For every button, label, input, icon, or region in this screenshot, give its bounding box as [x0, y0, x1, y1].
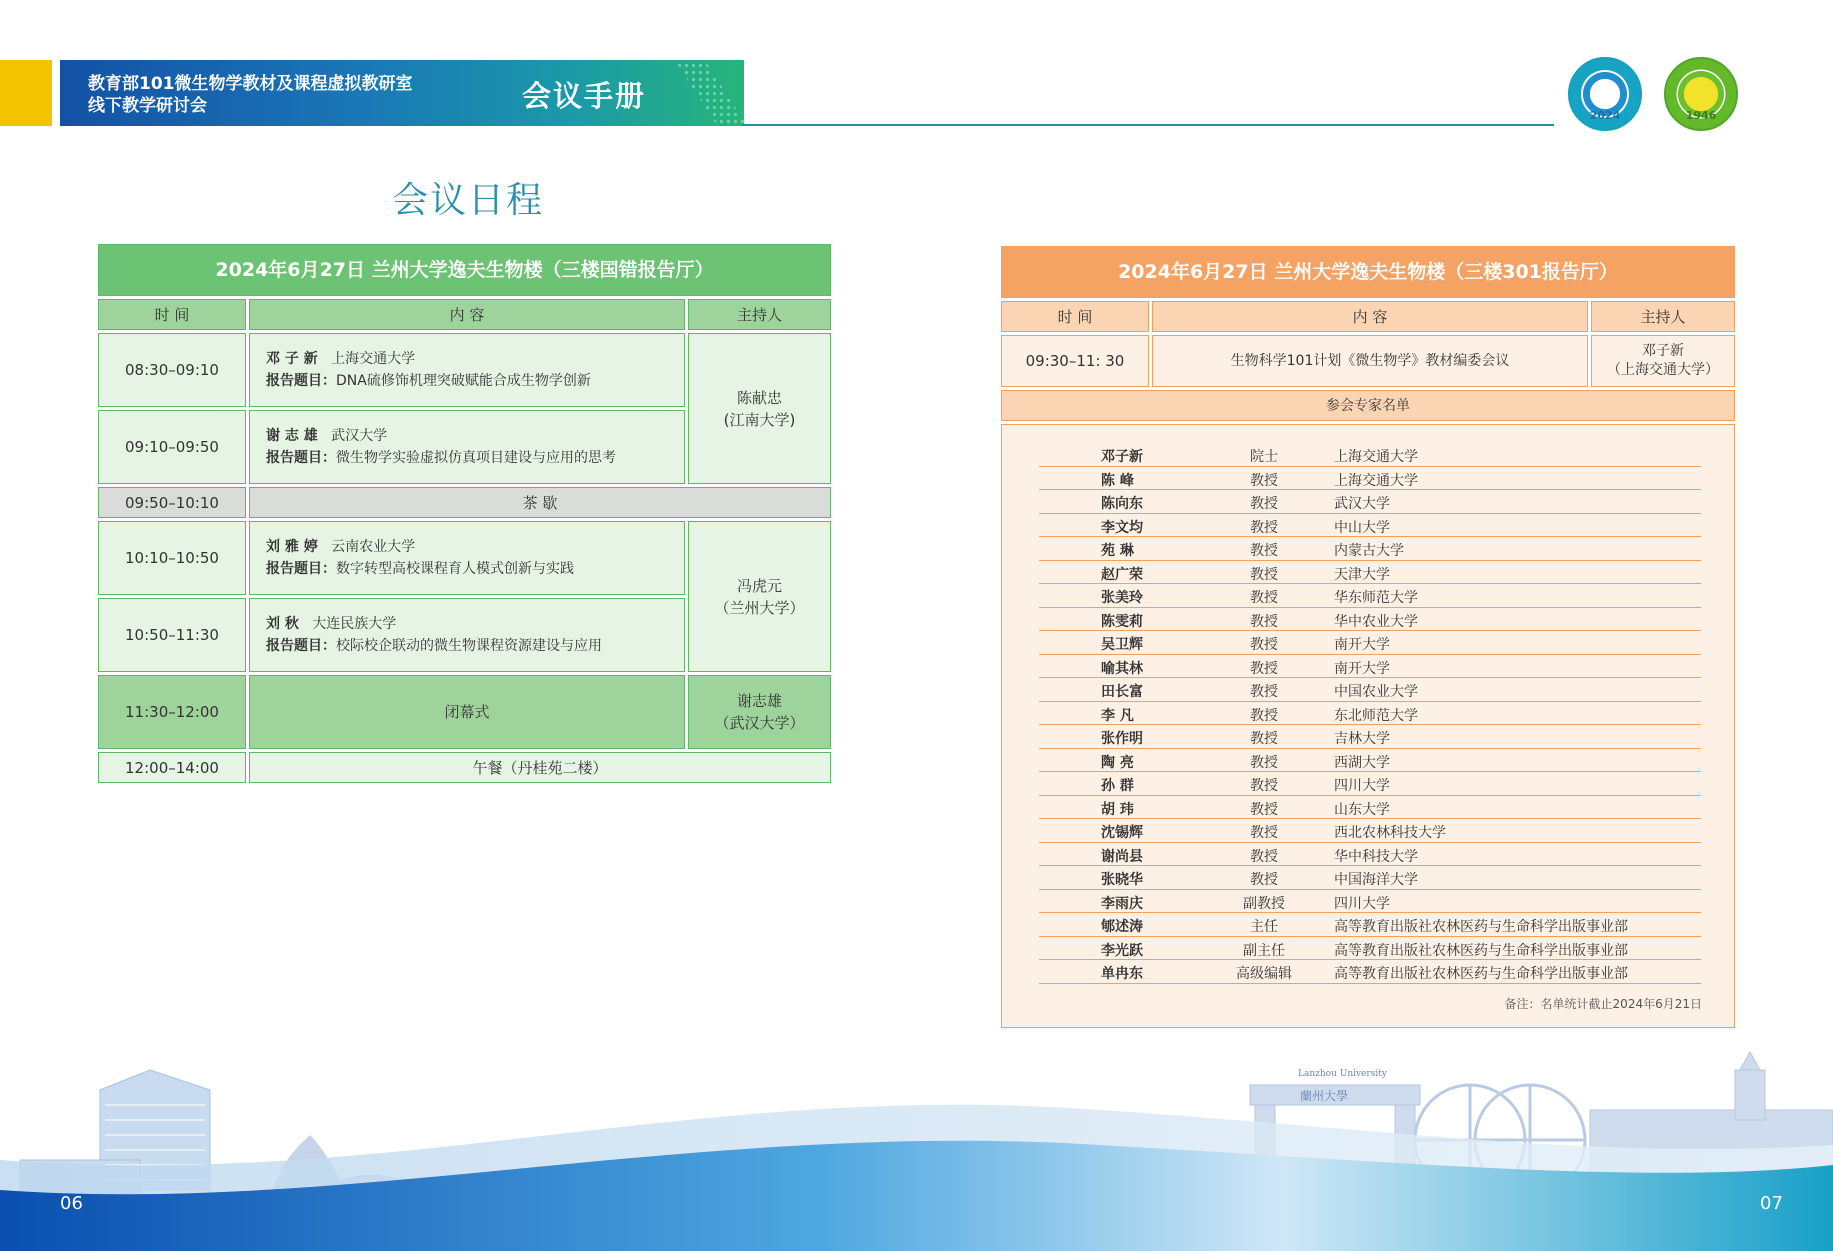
expert-unit: 吉林大学: [1334, 731, 1390, 747]
yellow-accent-tab: [0, 60, 52, 126]
topic-label: 报告题目：: [266, 638, 336, 654]
expert-role: 副教授: [1243, 895, 1285, 912]
expert-unit: 高等教育出版社农林医药与生命科学出版事业部: [1334, 966, 1628, 982]
expert-unit: 中国海洋大学: [1334, 872, 1418, 888]
expert-name: 陈 峰: [1101, 472, 1134, 489]
col-host: 主持人: [688, 299, 831, 330]
expert-name: 沈锡辉: [1101, 825, 1143, 841]
expert-role: 教授: [1250, 590, 1278, 606]
expert-name: 吴卫辉: [1101, 637, 1143, 653]
expert-row: [1039, 843, 1701, 867]
expert-name: 张晓华: [1101, 872, 1143, 888]
sign-subtext: Lanzhou University: [1298, 1069, 1387, 1079]
expert-unit: 高等教育出版社农林医药与生命科学出版事业部: [1334, 919, 1628, 935]
expert-row: [1039, 678, 1701, 702]
expert-unit: 内蒙古大学: [1334, 543, 1404, 559]
speaker-unit: 上海交通大学: [331, 351, 416, 367]
host-name: 冯虎元: [736, 576, 782, 595]
row-1-time: 08:30–09:10: [98, 333, 246, 407]
host-name: 陈献忠: [736, 388, 782, 407]
expert-name: 单冉东: [1101, 966, 1143, 982]
speaker-unit: 大连民族大学: [312, 616, 397, 632]
expert-unit: 上海交通大学: [1334, 472, 1418, 489]
expert-unit: 上海交通大学: [1334, 449, 1418, 465]
expert-role: 教授: [1250, 543, 1278, 559]
topic-text: DNA硫修饰机理突破赋能合成生物学创新: [336, 373, 591, 389]
expert-name: 张美玲: [1101, 590, 1143, 606]
expert-name: 田长富: [1101, 684, 1143, 700]
expert-role: 教授: [1250, 754, 1278, 771]
logo-a-year: 2024: [1589, 109, 1621, 122]
expert-row: [1039, 702, 1701, 726]
meeting-content: 生物科学101计划《微生物学》教材编委会议: [1152, 335, 1588, 387]
expert-row: [1039, 749, 1701, 773]
expert-role: 教授: [1250, 660, 1278, 677]
row-4-content: [249, 521, 685, 595]
expert-role: 教授: [1250, 731, 1278, 747]
expert-name: 李 凡: [1101, 707, 1134, 724]
expert-name: 李文均: [1101, 519, 1143, 536]
speaker-name: 刘 雅 婷: [266, 539, 318, 555]
expert-unit: 东北师范大学: [1334, 707, 1418, 724]
expert-name: 陶 亮: [1101, 754, 1134, 771]
speaker-unit: 武汉大学: [331, 428, 388, 444]
expert-unit: 华中科技大学: [1334, 848, 1418, 865]
page-number-right: 07: [1760, 1193, 1783, 1214]
topic-text: 微生物学实验虚拟仿真项目建设与应用的思考: [336, 450, 616, 466]
speaker-name: 谢 志 雄: [266, 428, 318, 444]
meeting-header: 2024年6月27日 兰州大学逸夫生物楼（三楼301报告厅）: [1001, 246, 1735, 298]
expert-name: 陈向东: [1101, 496, 1143, 512]
host-name: 谢志雄: [736, 692, 782, 710]
header-divider: [742, 124, 1554, 126]
expert-row: [1039, 467, 1701, 491]
expert-name: 张作明: [1101, 731, 1143, 747]
topic-label: 报告题目：: [266, 450, 336, 466]
expert-row: [1039, 819, 1701, 843]
expert-name: 喻其林: [1101, 660, 1143, 677]
life-sciences-college-logo-icon: [1664, 57, 1738, 131]
org-line-1: 教育部101微生物学教材及课程虚拟教研室: [88, 74, 413, 94]
topic-label: 报告题目：: [266, 561, 336, 577]
speaker-name: 刘 秋: [266, 616, 299, 632]
expert-unit: 中山大学: [1334, 519, 1390, 536]
expert-role: 教授: [1250, 778, 1278, 794]
expert-row: [1039, 937, 1701, 961]
teaching-lab-logo-icon: [1568, 57, 1642, 131]
expert-role: 教授: [1250, 496, 1278, 512]
row-2-time: 09:10–09:50: [98, 410, 246, 484]
expert-name: 苑 琳: [1101, 543, 1134, 559]
expert-name: 胡 玮: [1101, 801, 1134, 818]
expert-name: 赵广荣: [1101, 566, 1143, 583]
org-line-2: 线下教学研讨会: [88, 96, 207, 116]
row-5-content: [249, 598, 685, 672]
expert-unit: 天津大学: [1334, 566, 1390, 583]
expert-list-title: 参会专家名单: [1001, 390, 1735, 421]
expert-name: 李光跃: [1101, 942, 1143, 959]
expert-role: 教授: [1250, 637, 1278, 653]
expert-unit: 武汉大学: [1334, 496, 1390, 512]
expert-name: 李雨庆: [1101, 895, 1143, 912]
topic-label: 报告题目：: [266, 373, 336, 389]
org-name: [88, 73, 413, 117]
host-2: [688, 521, 831, 672]
row-3-time: 09:50–10:10: [98, 487, 246, 518]
logo-b-year: 1946: [1685, 109, 1717, 122]
topic-text: 数字转型高校课程育人模式创新与实践: [336, 561, 574, 577]
col-host: 主持人: [1591, 301, 1735, 332]
campus-footer-illustration: [0, 1050, 1833, 1251]
expert-unit: 华东师范大学: [1334, 590, 1418, 606]
expert-unit: 高等教育出版社农林医药与生命科学出版事业部: [1334, 942, 1628, 959]
expert-name: 谢尚县: [1101, 848, 1143, 865]
expert-list: [1001, 424, 1735, 1028]
expert-role: 教授: [1250, 613, 1278, 630]
row-6-time: 11:30–12:00: [98, 675, 246, 749]
expert-unit: 西湖大学: [1334, 754, 1390, 771]
meeting-time: 09:30–11: 30: [1001, 335, 1149, 387]
sign-text: 蘭州大學: [1300, 1089, 1349, 1103]
host-unit: （武汉大学）: [714, 714, 805, 732]
handbook-title: 会议手册: [522, 79, 647, 113]
expert-role: 副主任: [1243, 942, 1285, 959]
expert-row: [1039, 796, 1701, 820]
expert-role: 教授: [1250, 825, 1278, 841]
lunch: 午餐（丹桂苑二楼）: [249, 752, 831, 783]
page-number-left: 06: [60, 1193, 83, 1214]
row-7-time: 12:00–14:00: [98, 752, 246, 783]
expert-role: 教授: [1250, 519, 1278, 536]
expert-unit: 华中农业大学: [1334, 613, 1418, 630]
expert-role: 教授: [1250, 848, 1278, 865]
expert-name: 郇述涛: [1101, 919, 1143, 935]
expert-row: [1039, 608, 1701, 632]
meeting-host: [1591, 335, 1735, 387]
col-content: 内 容: [249, 299, 685, 330]
page-title: 会议日程: [392, 180, 545, 221]
expert-unit: 四川大学: [1334, 778, 1390, 794]
expert-row: [1039, 725, 1701, 749]
row-4-time: 10:10–10:50: [98, 521, 246, 595]
row-2-content: [249, 410, 685, 484]
expert-role: 高级编辑: [1236, 966, 1292, 982]
col-time: 时 间: [1001, 301, 1149, 332]
host-name: 邓子新: [1642, 343, 1684, 359]
expert-unit: 中国农业大学: [1334, 684, 1418, 700]
host-1: [688, 333, 831, 484]
list-note: 备注：名单统计截止2024年6月21日: [1504, 997, 1702, 1011]
expert-role: 教授: [1250, 872, 1278, 888]
expert-name: 孙 群: [1101, 778, 1134, 794]
expert-unit: 南开大学: [1334, 660, 1390, 677]
expert-row: [1039, 584, 1701, 608]
expert-name: 陈雯莉: [1101, 613, 1143, 630]
expert-name: 邓子新: [1101, 449, 1143, 465]
expert-role: 院士: [1250, 449, 1278, 465]
schedule-header: 2024年6月27日 兰州大学逸夫生物楼（三楼国错报告厅）: [98, 244, 831, 296]
expert-unit: 西北农林科技大学: [1334, 825, 1446, 841]
host-unit: （兰州大学）: [714, 598, 805, 617]
expert-row: [1039, 866, 1701, 890]
row-5-time: 10:50–11:30: [98, 598, 246, 672]
host-3: [688, 675, 831, 749]
expert-role: 教授: [1250, 472, 1278, 489]
expert-row: [1039, 490, 1701, 514]
expert-row: [1039, 514, 1701, 538]
row-1-content: [249, 333, 685, 407]
expert-role: 主任: [1250, 919, 1278, 935]
expert-row: [1039, 537, 1701, 561]
closing-ceremony: 闭幕式: [249, 675, 685, 749]
expert-row: [1039, 913, 1701, 937]
expert-unit: 四川大学: [1334, 895, 1390, 912]
host-unit: （上海交通大学）: [1607, 362, 1719, 378]
expert-row: [1039, 443, 1701, 467]
topic-text: 校际校企联动的微生物课程资源建设与应用: [336, 638, 602, 654]
expert-row: [1039, 890, 1701, 914]
expert-unit: 山东大学: [1334, 801, 1390, 818]
tea-break: 茶 歇: [249, 487, 831, 518]
col-content: 内 容: [1152, 301, 1588, 332]
expert-unit: 南开大学: [1334, 637, 1390, 653]
speaker-unit: 云南农业大学: [331, 539, 416, 555]
expert-row: [1039, 960, 1701, 984]
col-time: 时 间: [98, 299, 246, 330]
expert-row: [1039, 561, 1701, 585]
expert-role: 教授: [1250, 566, 1278, 583]
expert-row: [1039, 772, 1701, 796]
expert-role: 教授: [1250, 801, 1278, 818]
host-unit: (江南大学): [723, 410, 796, 429]
speaker-name: 邓 子 新: [266, 351, 318, 367]
expert-role: 教授: [1250, 684, 1278, 700]
expert-role: 教授: [1250, 707, 1278, 724]
expert-row: [1039, 655, 1701, 679]
expert-row: [1039, 631, 1701, 655]
